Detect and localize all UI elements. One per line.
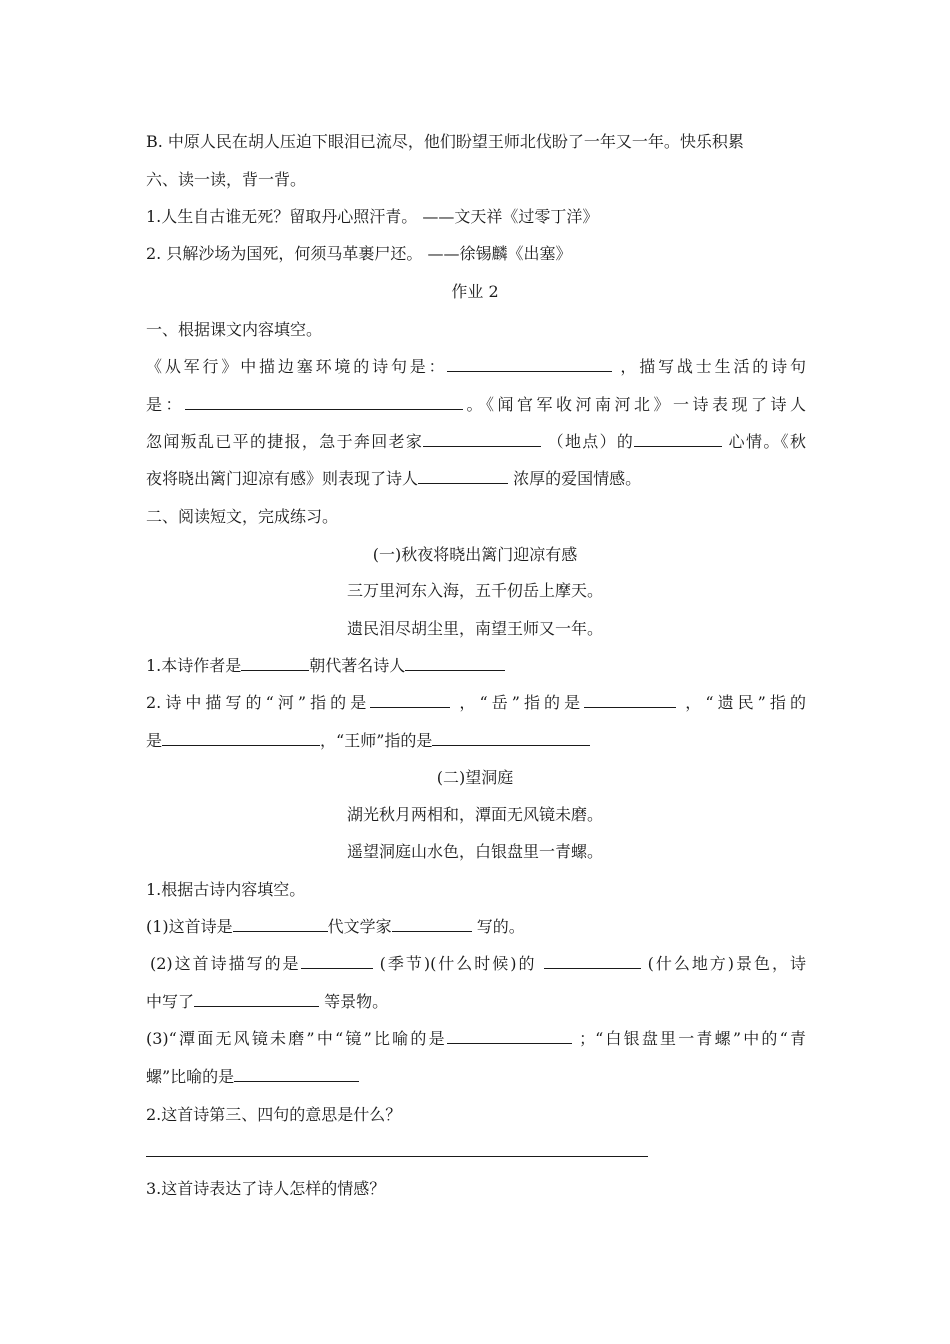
reading-question-1-title: 1.根据古诗内容填空。	[146, 880, 306, 899]
reading-question-1-1-text-a: (1)这首诗是	[146, 917, 233, 936]
fill-line-3-text-c: 心情。《秋	[728, 432, 806, 451]
blank-mirror-metaphor[interactable]	[447, 1027, 572, 1044]
reading-question-1-1	[146, 915, 806, 939]
blank-dynasty[interactable]	[241, 654, 309, 671]
fill-line-2	[146, 393, 806, 417]
section-6-title: 六、读一读，背一背。	[146, 170, 307, 189]
reading-question-1-3-line-2	[146, 1065, 806, 1089]
fill-line-1-text-a: 《从军行》中描边塞环境的诗句是：	[146, 357, 448, 376]
recite-item-2: 2. 只解沙场为国死，何须马革裹尸还。 ——徐锡麟《出塞》	[146, 244, 572, 263]
blank-border-poem-line[interactable]	[447, 355, 612, 372]
poem-2-title: (二)望洞庭	[436, 768, 514, 787]
blank-mood[interactable]	[634, 430, 722, 447]
poem-1-line-2: 遗民泪尽胡尘里，南望王师又一年。	[346, 619, 603, 638]
reading-question-1-3-text-a: (3)“潭面无风镜未磨”中“镜”比喻的是	[146, 1029, 447, 1048]
reading-question-1-2-text-c: (什么地方)景色，诗	[647, 954, 806, 973]
blank-snail-metaphor[interactable]	[234, 1065, 359, 1082]
blank-soldier-life-line[interactable]	[185, 393, 463, 410]
homework-title: 作业 2	[451, 282, 499, 301]
fill-line-2-text-b: 。《闻官军收河南河北》一诗表现了诗人	[463, 395, 806, 414]
blank-poet-feeling[interactable]	[418, 467, 508, 484]
reading-question-1-2-text-b: (季节)(什么时候)的	[379, 954, 537, 973]
question-2-text-c: ，“遗民”指的	[685, 693, 806, 712]
blank-remaining-people[interactable]	[162, 729, 320, 746]
recite-item-1: 1.人生自古谁无死？留取丹心照汗青。 ——文天祥《过零丁洋》	[146, 207, 599, 226]
fill-line-3	[146, 430, 806, 454]
blank-royal-army[interactable]	[432, 729, 590, 746]
question-1-text-a: 1.本诗作者是	[146, 656, 242, 675]
reading-question-2: 2.这首诗第三、四句的意思是什么？	[146, 1105, 402, 1124]
poem-2-line-1: 湖光秋月两相和，潭面无风镜未磨。	[346, 805, 603, 824]
reading-question-1-2-line-2	[146, 990, 806, 1014]
blank-place[interactable]	[423, 430, 541, 447]
blank-location[interactable]	[544, 952, 641, 969]
reading-question-1-2-text-d: 中写了	[146, 992, 195, 1011]
blank-mountain[interactable]	[584, 691, 676, 708]
fill-line-2-text-a: 是：	[146, 395, 185, 414]
part-1-title: 一、根据课文内容填空。	[146, 320, 323, 339]
poem-1-line-1: 三万里河东入海，五千仞岳上摩天。	[346, 581, 603, 600]
reading-question-1-3-text-b: ；“白银盘里一青螺”中的“青	[579, 1029, 806, 1048]
poem-2-line-2: 遥望洞庭山水色，白银盘里一青螺。	[346, 842, 603, 861]
fill-line-1-text-b: ，描写战士生活的诗句	[620, 357, 806, 376]
fill-line-1	[146, 355, 806, 379]
question-2-text-a: 2.诗中描写的“河”指的是	[146, 693, 371, 712]
question-2-text-b: ，“岳”指的是	[459, 693, 585, 712]
question-2-text-e: ，“王师”指的是	[320, 731, 433, 750]
question-2-line-2	[146, 729, 806, 753]
blank-season[interactable]	[301, 952, 373, 969]
question-1-text-b: 朝代著名诗人	[309, 656, 406, 675]
answer-line[interactable]	[146, 1156, 648, 1157]
blank-era[interactable]	[233, 915, 328, 932]
poem-1-title: (一)秋夜将晓出篱门迎凉有感	[372, 545, 578, 564]
reading-question-1-3-text-c: 螺”比喻的是	[146, 1067, 235, 1086]
fill-line-3-text-a: 忽闻叛乱已平的捷报，急于奔回老家	[146, 432, 424, 451]
blank-poet[interactable]	[405, 654, 505, 671]
reading-question-1-1-text-c: 写的。	[476, 917, 525, 936]
reading-question-1-1-text-b: 代文学家	[327, 917, 392, 936]
question-2-text-d: 是	[146, 731, 163, 750]
reading-question-1-3-line-1	[146, 1027, 806, 1051]
question-2-line-1	[146, 691, 806, 715]
question-1	[146, 654, 806, 678]
option-b: B. 中原人民在胡人压迫下眼泪已流尽，他们盼望王师北伐盼了一年又一年。快乐积累	[146, 132, 744, 151]
blank-river[interactable]	[370, 691, 450, 708]
reading-question-1-2-text-e: 等景物。	[324, 992, 389, 1011]
blank-scenery[interactable]	[194, 990, 319, 1007]
reading-question-3: 3.这首诗表达了诗人怎样的情感？	[146, 1179, 386, 1198]
fill-line-3-text-b: （地点）的	[547, 432, 635, 451]
reading-question-1-2-text-a: (2)这首诗描写的是	[150, 954, 301, 973]
part-2-title: 二、阅读短文，完成练习。	[146, 507, 339, 526]
blank-writer[interactable]	[392, 915, 472, 932]
fill-line-4-text-a: 夜将晓出篱门迎凉有感》则表现了诗人	[146, 469, 419, 488]
reading-question-1-2-line-1	[150, 952, 806, 976]
fill-line-4	[146, 467, 806, 491]
fill-line-4-text-b: 浓厚的爱国情感。	[513, 469, 642, 488]
